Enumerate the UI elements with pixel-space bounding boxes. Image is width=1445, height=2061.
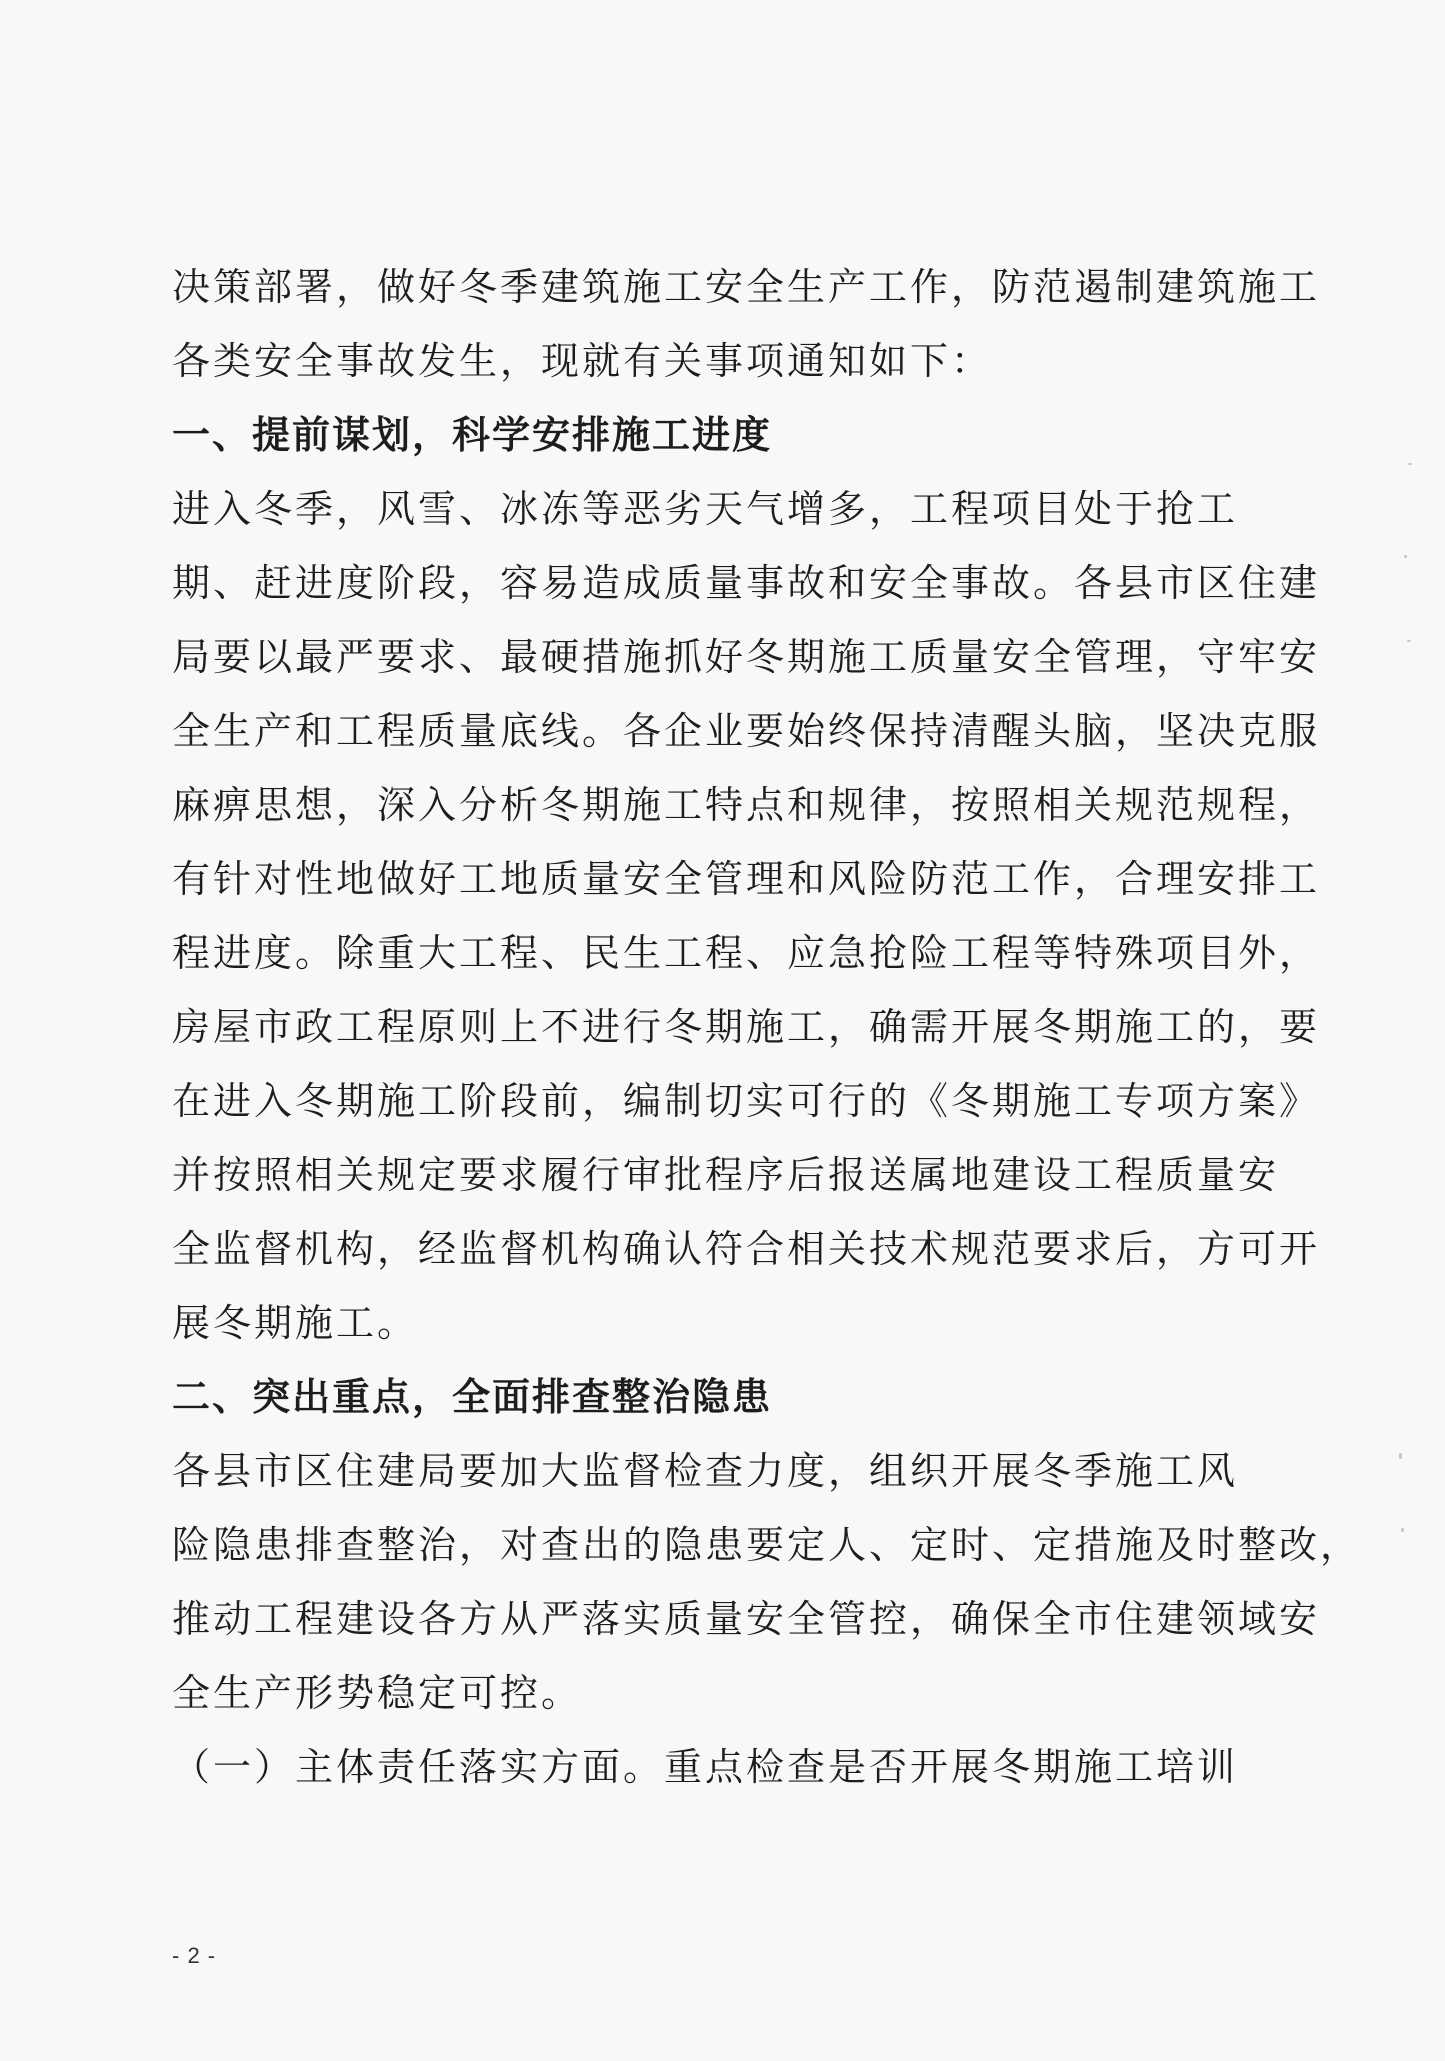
body-line: 局要以最严要求、最硬措施抓好冬期施工质量安全管理，守牢安: [172, 635, 1321, 679]
scan-speck: [1401, 1528, 1404, 1532]
body-line: 险隐患排查整治，对查出的隐患要定人、定时、定措施及时整改，: [172, 1523, 1362, 1567]
body-line: 程进度。除重大工程、民生工程、应急抢险工程等特殊项目外，: [172, 931, 1321, 975]
body-line: 展冬期施工。: [172, 1301, 419, 1345]
body-line: 全生产和工程质量底线。各企业要始终保持清醒头脑，坚决克服: [172, 709, 1321, 753]
body-line: 在进入冬期施工阶段前，编制切实可行的《冬期施工专项方案》: [172, 1079, 1321, 1123]
body-line: （一）主体责任落实方面。重点检查是否开展冬期施工培训: [172, 1745, 1239, 1789]
body-line: 进入冬季，风雪、冰冻等恶劣天气增多，工程项目处于抢工: [172, 487, 1239, 531]
body-line: 房屋市政工程原则上不进行冬期施工，确需开展冬期施工的，要: [172, 1005, 1321, 1049]
body-line: 推动工程建设各方从严落实质量安全管控，确保全市住建领域安: [172, 1597, 1321, 1641]
body-line: 全生产形势稳定可控。: [172, 1671, 583, 1715]
scan-speck: [1408, 463, 1412, 465]
body-line: 各类安全事故发生，现就有关事项通知如下：: [172, 339, 993, 383]
scan-speck: [1407, 640, 1411, 642]
body-line: 麻痹思想，深入分析冬期施工特点和规律，按照相关规范规程，: [172, 783, 1321, 827]
page-number: - 2 -: [172, 1943, 217, 1968]
body-line: 各县市区住建局要加大监督检查力度，组织开展冬季施工风: [172, 1449, 1239, 1493]
body-line: 期、赶进度阶段，容易造成质量事故和安全事故。各县市区住建: [172, 561, 1321, 605]
section-heading-2: 二、突出重点，全面排查整治隐患: [172, 1375, 773, 1419]
document-body: [172, 250, 1362, 1804]
scan-speck: [1399, 1453, 1402, 1459]
body-line: 决策部署，做好冬季建筑施工安全生产工作，防范遏制建筑施工: [172, 265, 1321, 309]
section-heading-1: 一、提前谋划，科学安排施工进度: [172, 413, 773, 457]
body-line: 有针对性地做好工地质量安全管理和风险防范工作，合理安排工: [172, 857, 1321, 901]
body-line: 并按照相关规定要求履行审批程序后报送属地建设工程质量安: [172, 1153, 1280, 1197]
scan-speck: [1404, 555, 1407, 558]
body-line: 全监督机构，经监督机构确认符合相关技术规范要求后，方可开: [172, 1227, 1321, 1271]
